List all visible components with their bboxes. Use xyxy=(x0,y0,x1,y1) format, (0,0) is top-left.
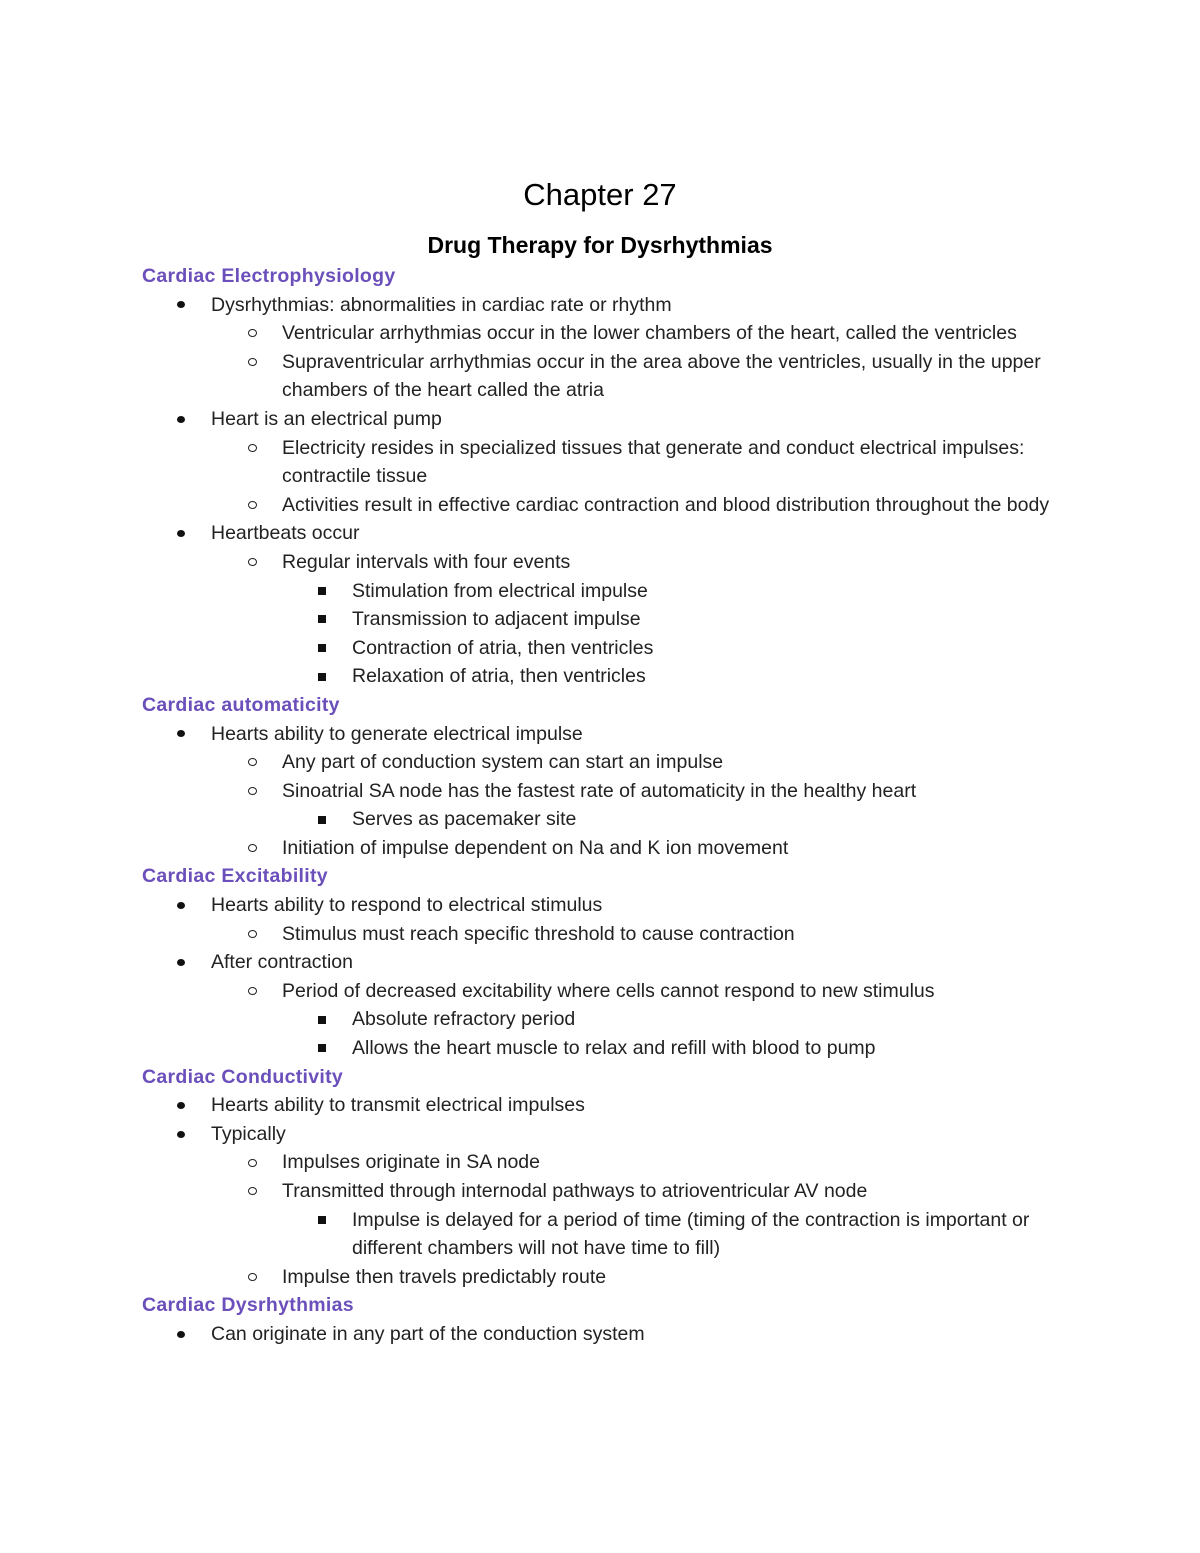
list-item xyxy=(142,1005,1142,1034)
list-item-text: Hearts ability to transmit electrical impulses xyxy=(211,1094,585,1117)
section-heading: Cardiac Excitability xyxy=(142,865,328,888)
list-item xyxy=(142,777,1142,806)
bullet-filled-circle-icon xyxy=(174,1091,188,1120)
list-item-text: Any part of conduction system can start an impulse xyxy=(282,751,724,774)
list-item-text: Dysrhythmias: abnormalities in cardiac rate or rhythm xyxy=(211,293,672,316)
list-item-text: Period of decreased excitability where cells cannot respond to new stimulus xyxy=(282,979,935,1002)
list-item xyxy=(142,948,1142,977)
list-item xyxy=(142,1177,1142,1206)
list-item xyxy=(142,1120,1142,1149)
list-item-text: Hearts ability to respond to electrical stimulus xyxy=(211,894,603,917)
bullet-hollow-circle-icon xyxy=(245,348,259,377)
bullet-filled-circle-icon xyxy=(174,891,188,920)
list-item xyxy=(142,1148,1142,1177)
list-item xyxy=(142,634,1142,663)
list-item xyxy=(142,519,1142,548)
list-item-text: Electricity resides in specialized tissues that generate and conduct electrical impulses: contractile tissue xyxy=(282,436,1025,488)
list-item xyxy=(142,491,1142,520)
bullet-hollow-circle-icon xyxy=(245,777,259,806)
list-item xyxy=(142,1206,1142,1263)
list-item-text: Activities result in effective cardiac contraction and blood distribution throughout the body xyxy=(282,493,1050,516)
bullet-hollow-circle-icon xyxy=(245,977,259,1006)
list-item-text: Regular intervals with four events xyxy=(282,550,571,573)
list-item-text: Transmitted through internodal pathways to atrioventricular AV node xyxy=(282,1180,868,1202)
list-item-text: Can originate in any part of the conduction system xyxy=(211,1322,645,1345)
list-item xyxy=(142,891,1142,920)
bullet-square-icon xyxy=(315,805,329,834)
list-item xyxy=(142,405,1142,434)
bullet-hollow-circle-icon xyxy=(245,1148,259,1177)
list-item-text: Serves as pacemaker site xyxy=(352,808,577,831)
bullet-filled-circle-icon xyxy=(174,720,188,749)
list-item-text: Contraction of atria, then ventricles xyxy=(352,636,654,659)
list-item xyxy=(142,977,1142,1006)
bullet-square-icon xyxy=(315,634,329,663)
list-item xyxy=(142,434,1142,491)
list-item-text: Heartbeats occur xyxy=(211,522,360,545)
list-item-text: Supraventricular arrhythmias occur in the area above the ventricles, usually in the upper chambers of the heart called the atria xyxy=(282,350,1041,402)
bullet-square-icon xyxy=(315,662,329,691)
section-heading: Cardiac Conductivity xyxy=(142,1065,344,1088)
bullet-square-icon xyxy=(315,1206,329,1235)
list-item-text: Ventricular arrhythmias occur in the lower chambers of the heart, called the ventricles xyxy=(282,322,1017,345)
list-item-text: Allows the heart muscle to relax and refill with blood to pump xyxy=(352,1037,876,1060)
list-item-text: Typically xyxy=(211,1122,286,1145)
bullet-filled-circle-icon xyxy=(174,948,188,977)
bullet-hollow-circle-icon xyxy=(245,434,259,463)
list-item-text: Sinoatrial SA node has the fastest rate of automaticity in the healthy heart xyxy=(282,779,917,802)
list-item xyxy=(142,605,1142,634)
list-item xyxy=(142,748,1142,777)
bullet-hollow-circle-icon xyxy=(245,920,259,949)
list-item xyxy=(142,291,1142,320)
bullet-hollow-circle-icon xyxy=(245,1263,259,1292)
bullet-hollow-circle-icon xyxy=(245,1177,259,1206)
list-item-text: Stimulus must reach specific threshold to cause contraction xyxy=(282,922,795,945)
list-item-text: Transmission to adjacent impulse xyxy=(352,608,641,631)
section-heading: Cardiac Electrophysiology xyxy=(142,265,396,287)
list-item xyxy=(142,577,1142,606)
bullet-hollow-circle-icon xyxy=(245,491,259,520)
list-item-text: Heart is an electrical pump xyxy=(211,407,442,430)
section-heading: Cardiac automaticity xyxy=(142,693,340,716)
list-item-text: Hearts ability to generate electrical impulse xyxy=(211,722,583,745)
bullet-square-icon xyxy=(315,605,329,634)
section-heading: Cardiac Dysrhythmias xyxy=(142,1294,354,1317)
bullet-hollow-circle-icon xyxy=(245,548,259,577)
bullet-hollow-circle-icon xyxy=(245,319,259,348)
list-item xyxy=(142,1263,1142,1292)
bullet-filled-circle-icon xyxy=(174,1320,188,1349)
list-item-text: Relaxation of atria, then ventricles xyxy=(352,665,646,688)
notes-body xyxy=(142,262,1142,1349)
list-item-text: Impulse then travels predictably route xyxy=(282,1265,607,1288)
list-item xyxy=(142,1034,1142,1063)
bullet-square-icon xyxy=(315,577,329,606)
bullet-hollow-circle-icon xyxy=(245,748,259,777)
bullet-filled-circle-icon xyxy=(174,519,188,548)
list-item xyxy=(142,805,1142,834)
list-item-text: Initiation of impulse dependent on Na and K ion movement xyxy=(282,836,789,859)
list-item xyxy=(142,720,1142,749)
bullet-hollow-circle-icon xyxy=(245,834,259,863)
bullet-square-icon xyxy=(315,1005,329,1034)
list-item xyxy=(142,834,1142,863)
list-item-text: Absolute refractory period xyxy=(352,1008,576,1031)
chapter-subtitle: Drug Therapy for Dysrhythmias xyxy=(427,232,773,258)
list-item-text: Impulse is delayed for a period of time (timing of the contraction is important or different chambers will not have time to fill) xyxy=(352,1208,1030,1260)
bullet-filled-circle-icon xyxy=(174,405,188,434)
list-item xyxy=(142,348,1142,405)
list-item xyxy=(142,548,1142,577)
bullet-filled-circle-icon xyxy=(174,291,188,320)
list-item xyxy=(142,1320,1142,1349)
list-item xyxy=(142,1091,1142,1120)
list-item xyxy=(142,920,1142,949)
bullet-square-icon xyxy=(315,1034,329,1063)
list-item xyxy=(142,319,1142,348)
bullet-filled-circle-icon xyxy=(174,1120,188,1149)
list-item-text: After contraction xyxy=(211,951,353,974)
chapter-title: Chapter 27 xyxy=(523,177,677,212)
list-item-text: Impulses originate in SA node xyxy=(282,1151,540,1174)
list-item xyxy=(142,662,1142,691)
list-item-text: Stimulation from electrical impulse xyxy=(352,579,648,602)
